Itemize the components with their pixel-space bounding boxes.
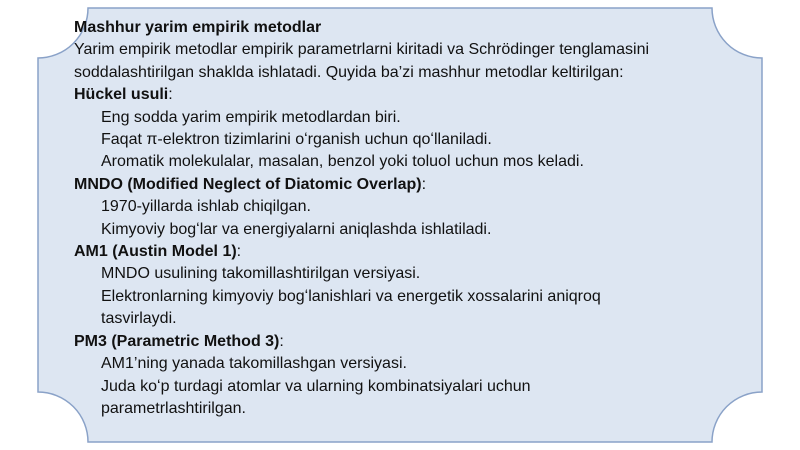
method-name: MNDO (Modified Neglect of Diatomic Overlap) — [74, 175, 422, 193]
method-point: Faqat π-elektron tizimlarini oʻrganish uchun qoʻllaniladi. — [101, 131, 492, 149]
method-name: Hückel usuli — [74, 86, 169, 104]
method-point: Juda koʻp turdagi atomlar va ularning kombinatsiyalari uchun parametrlashtirilgan. — [101, 377, 531, 417]
method-point: AM1’ning yanada takomillashgan versiyasi. — [101, 355, 407, 373]
method-heading-am1 — [74, 241, 754, 263]
method-point: Elektronlarning kimyoviy bogʻlanishlari va energetik xossalarini aniqroq tasvirlaydi. — [101, 287, 601, 328]
method-point: 1970-yillarda ishlab chiqilgan. — [101, 198, 311, 216]
method-point: Kimyoviy bogʻlar va energiyalarni aniqlashda ishlatiladi. — [101, 220, 492, 238]
intro-paragraph: Yarim empirik metodlar empirik parametrlarni kiritadi va Schrödinger tenglamasini soddalashtirilgan shaklda ishlatadi. Quyida ba’zi mashhur metodlar keltirilgan: — [74, 41, 650, 81]
method-name: PM3 (Parametric Method 3) — [74, 332, 280, 350]
method-colon: : — [236, 243, 242, 261]
method-name: AM1 (Austin Model 1) — [74, 243, 237, 261]
method-heading-mndo — [74, 174, 754, 196]
section-title: Mashhur yarim empirik metodlar — [74, 19, 322, 36]
method-colon: : — [168, 86, 173, 104]
method-colon: : — [421, 175, 427, 193]
method-point: MNDO usulining takomillashtirilgan versiyasi. — [101, 265, 421, 283]
method-point: Aromatik molekulalar, masalan, benzol yoki toluol uchun mos keladi. — [101, 153, 584, 171]
method-colon: : — [279, 332, 284, 350]
method-heading-huckel — [74, 84, 754, 106]
method-heading-pm3 — [74, 331, 754, 353]
method-point: Eng sodda yarim empirik metodlardan biri. — [101, 108, 401, 126]
text-content — [74, 17, 754, 420]
